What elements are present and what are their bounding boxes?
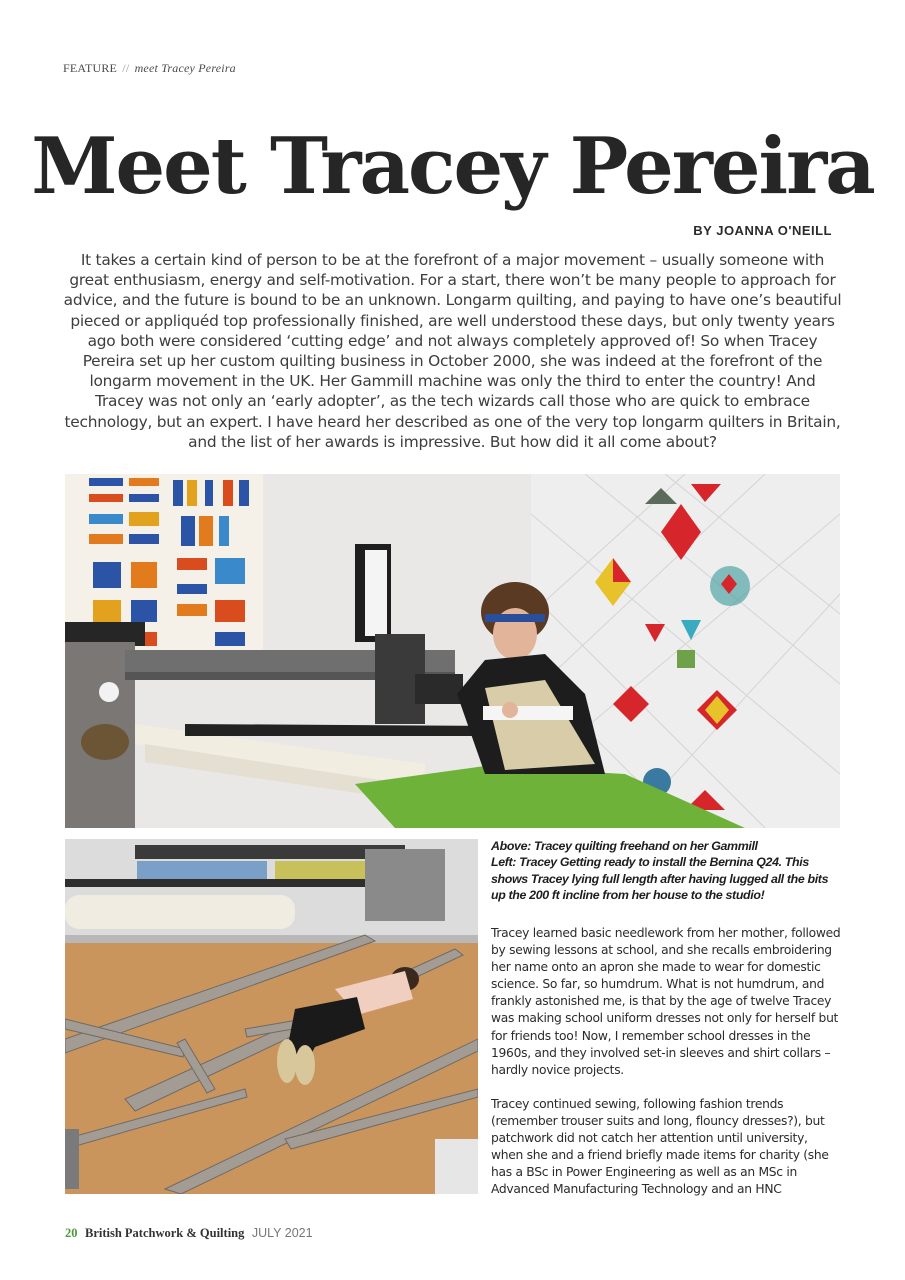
body-paragraph: Tracey continued sewing, following fashion trends (remember trouser suits and long, flouncy dresses?), but patchwork did not catch her attention until university, when she and a friend briefly made items for charity (she has a BSc in Power Engineering as well as an MSc in Advanced Manufacturing Technology and an HNC [491, 1096, 829, 1197]
issue-date: JULY 2021 [251, 1226, 313, 1240]
magazine-name: British Patchwork & Quilting [84, 1226, 245, 1240]
intro-paragraph: It takes a certain kind of person to be at the forefront of a major movement – usually someone with great enthusiasm, energy and self-motivation. For a start, there won’t be many people to approach for advice, and the future is bound to be an unknown. Longarm quilting, and paying to have one’s beautiful pieced or appliquéd top professionally finished, are well understood these days, but only twenty years ago both were considered ‘cutting edge’ and not always completely approved of! So when Tracey Pereira set up her custom quilting business in October 2000, she was indeed at the forefront of the longarm movement in the UK. Her Gammill machine was only the third to enter the country! And Tracey was not only an ‘early adopter’, as the tech wizards call those who are quick to embrace technology, but an expert. I have heard her described as one of the very top longarm quilters in Britain, and the list of her awards is impressive. But how did it all come about? [63, 251, 842, 451]
page-footer [65, 1226, 313, 1241]
separator: // [122, 61, 130, 75]
body-column [491, 925, 843, 1215]
byline: BY JOANNA O'NEILL [693, 223, 832, 238]
article-title: Meet Tracey Pereira [31, 121, 874, 212]
page-number: 20 [65, 1226, 78, 1240]
photo-caption [491, 838, 843, 904]
caption-above: Above: Tracey quilting freehand on her Gammill [491, 839, 758, 853]
section-label: FEATURE [63, 61, 118, 75]
caption-left: Left: Tracey Getting ready to install the Bernina Q24. This shows Tracey lying full length after having lugged all the bits up the 200 ft incline from her house to the studio! [491, 855, 829, 903]
running-head [63, 61, 236, 76]
photo-bernina-install [65, 839, 478, 1194]
photo-gammill-quilting [65, 474, 840, 828]
body-paragraph: Tracey learned basic needlework from her mother, followed by sewing lessons at school, and she recalls embroidering her name onto an apron she made to wear for domestic science. So far, so humdrum. What is not humdrum, and frankly astonished me, is that by the age of twelve Tracey was making school uniform dresses not only for herself but for friends too! Now, I remember school dresses in the 1960s, and they involved set-in sleeves and shirt collars – hardly novice projects. [491, 926, 841, 1077]
topic-label: meet Tracey Pereira [134, 61, 236, 75]
